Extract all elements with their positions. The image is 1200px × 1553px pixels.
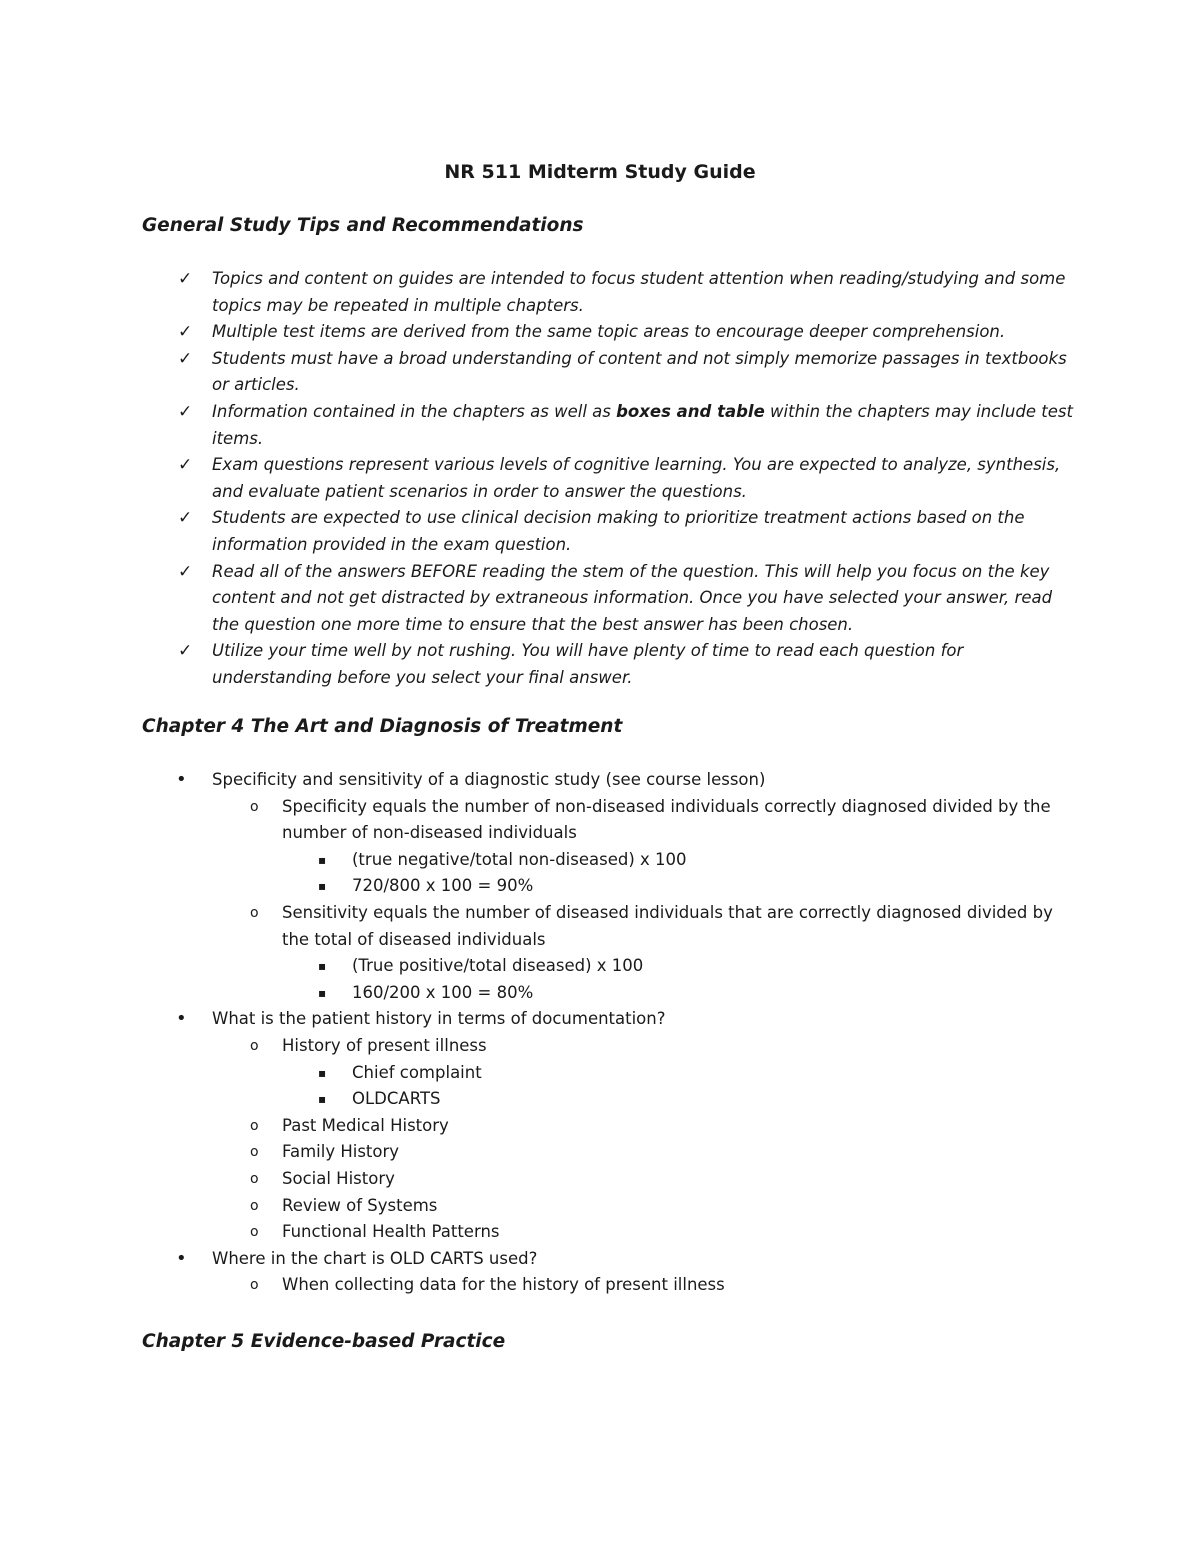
- tip-text: Utilize your time well by not rushing. You will have plenty of time to read each question for understanding before you select your final answer.: [212, 641, 964, 687]
- outline-item-level-3: [212, 980, 1082, 1007]
- circle-bullet-icon: o: [250, 1224, 259, 1241]
- outline-item-level-2: [212, 1139, 1082, 1166]
- check-icon: ✓: [178, 322, 193, 343]
- circle-bullet-icon: o: [250, 1037, 259, 1054]
- study-tips-list: [178, 266, 1082, 692]
- square-bullet-icon: ▪: [318, 959, 327, 974]
- outline-item-text: OLDCARTS: [352, 1089, 441, 1109]
- tip-text: Information contained in the chapters as well as: [212, 401, 617, 421]
- outline-item-level-2: [212, 1219, 1082, 1246]
- outline-item-level-3: [212, 953, 1082, 980]
- outline-item-level-3: [212, 847, 1082, 874]
- check-icon: ✓: [178, 455, 193, 476]
- outline-item-text: Review of Systems: [282, 1195, 438, 1215]
- tip-text: Exam questions represent various levels of cognitive learning. You are expected to analyze, synthesis, and evaluate patient scenarios in order to answer the questions.: [212, 455, 1061, 501]
- outline-item-level-2: [212, 900, 1082, 953]
- outline-item-text: Where in the chart is OLD CARTS used?: [212, 1248, 538, 1268]
- outline-item-level-3: [212, 1086, 1082, 1113]
- outline-item-text: Family History: [282, 1142, 400, 1162]
- outline-item-text: 720/800 x 100 = 90%: [352, 876, 534, 896]
- outline-item-text: (true negative/total non-diseased) x 100: [352, 849, 687, 869]
- list-item: [178, 346, 1082, 399]
- outline-item-level-1: [176, 767, 1082, 794]
- list-item: [178, 638, 1082, 691]
- section-heading-chapter-4: Chapter 4 The Art and Diagnosis of Treatment: [142, 716, 623, 737]
- check-icon: ✓: [178, 561, 193, 582]
- tip-bold-text: boxes and table: [616, 401, 765, 421]
- outline-item-level-2: [212, 1166, 1082, 1193]
- outline-item-text: History of present illness: [282, 1035, 487, 1055]
- outline-item-text: Specificity equals the number of non-diseased individuals correctly diagnosed divided by the number of non-diseased individuals: [282, 796, 1051, 843]
- circle-bullet-icon: o: [250, 1197, 259, 1214]
- check-icon: ✓: [178, 508, 193, 529]
- bullet-icon: •: [176, 769, 187, 790]
- outline-item-level-2: [212, 1033, 1082, 1060]
- check-icon: ✓: [178, 269, 193, 289]
- tip-text: Read all of the answers BEFORE reading the stem of the question. This will help you focus on the key content and not get distracted by extraneous information. Once you have selected your answer, read the question one more time to ensure that the best answer has been chosen.: [212, 561, 1053, 634]
- outline-item-text: Social History: [282, 1168, 395, 1188]
- tip-text: Multiple test items are derived from the same topic areas to encourage deeper comprehension.: [212, 322, 1006, 342]
- circle-bullet-icon: o: [250, 1277, 259, 1294]
- bullet-icon: •: [176, 1247, 187, 1269]
- outline-item-text: Sensitivity equals the number of diseased individuals that are correctly diagnosed divided by the total of diseased individuals: [282, 902, 1053, 949]
- check-icon: ✓: [178, 401, 193, 422]
- outline-item-text: (True positive/total diseased) x 100: [352, 956, 644, 976]
- outline-item-level-1: [176, 1006, 1082, 1033]
- circle-bullet-icon: o: [250, 1144, 259, 1161]
- square-bullet-icon: ▪: [318, 985, 327, 1000]
- outline-item-text: When collecting data for the history of present illness: [282, 1275, 725, 1295]
- outline-item-text: Chief complaint: [352, 1062, 482, 1082]
- outline-item-level-3: [212, 1060, 1082, 1087]
- list-item: [178, 505, 1082, 558]
- square-bullet-icon: ▪: [318, 1092, 327, 1107]
- section-heading-general-tips: General Study Tips and Recommendations: [142, 215, 584, 236]
- outline-item-level-2: [212, 1113, 1082, 1140]
- outline-item-text: 160/200 x 100 = 80%: [352, 982, 534, 1002]
- outline-item-level-2: [212, 1193, 1082, 1220]
- outline-item-text: Past Medical History: [282, 1115, 449, 1135]
- square-bullet-icon: ▪: [318, 852, 327, 867]
- list-item: [178, 452, 1082, 505]
- list-item: [178, 319, 1082, 346]
- check-icon: ✓: [178, 348, 193, 369]
- chapter-4-outline: [176, 767, 1082, 1299]
- square-bullet-icon: ▪: [318, 1065, 327, 1080]
- document-title: NR 511 Midterm Study Guide: [444, 161, 756, 183]
- tip-text-after: within the chapters may include test items.: [212, 401, 1073, 448]
- circle-bullet-icon: o: [250, 1170, 259, 1187]
- tip-text: Topics and content on guides are intended to focus student attention when reading/studying and some topics may be repeated in multiple chapters.: [212, 269, 1066, 315]
- outline-item-level-1: [176, 1246, 1082, 1273]
- list-item: [178, 266, 1082, 319]
- outline-item-level-2: [212, 1272, 1082, 1299]
- tip-text: Students must have a broad understanding of content and not simply memorize passages in textbooks or articles.: [212, 348, 1067, 395]
- check-icon: ✓: [178, 641, 193, 662]
- circle-bullet-icon: o: [250, 904, 259, 921]
- list-item: [178, 399, 1082, 452]
- outline-item-text: Specificity and sensitivity of a diagnostic study (see course lesson): [212, 770, 766, 789]
- bullet-icon: •: [176, 1008, 187, 1030]
- outline-item-level-2: [212, 794, 1082, 847]
- section-heading-chapter-5: Chapter 5 Evidence-based Practice: [142, 1331, 506, 1352]
- tip-text: Students are expected to use clinical decision making to prioritize treatment actions based on the information provided in the exam question.: [212, 508, 1025, 554]
- outline-item-text: Functional Health Patterns: [282, 1222, 500, 1242]
- list-item: [178, 559, 1082, 639]
- outline-item-text: What is the patient history in terms of documentation?: [212, 1009, 666, 1029]
- outline-item-level-3: [212, 873, 1082, 900]
- circle-bullet-icon: o: [250, 798, 259, 815]
- circle-bullet-icon: o: [250, 1117, 259, 1134]
- square-bullet-icon: ▪: [318, 879, 327, 894]
